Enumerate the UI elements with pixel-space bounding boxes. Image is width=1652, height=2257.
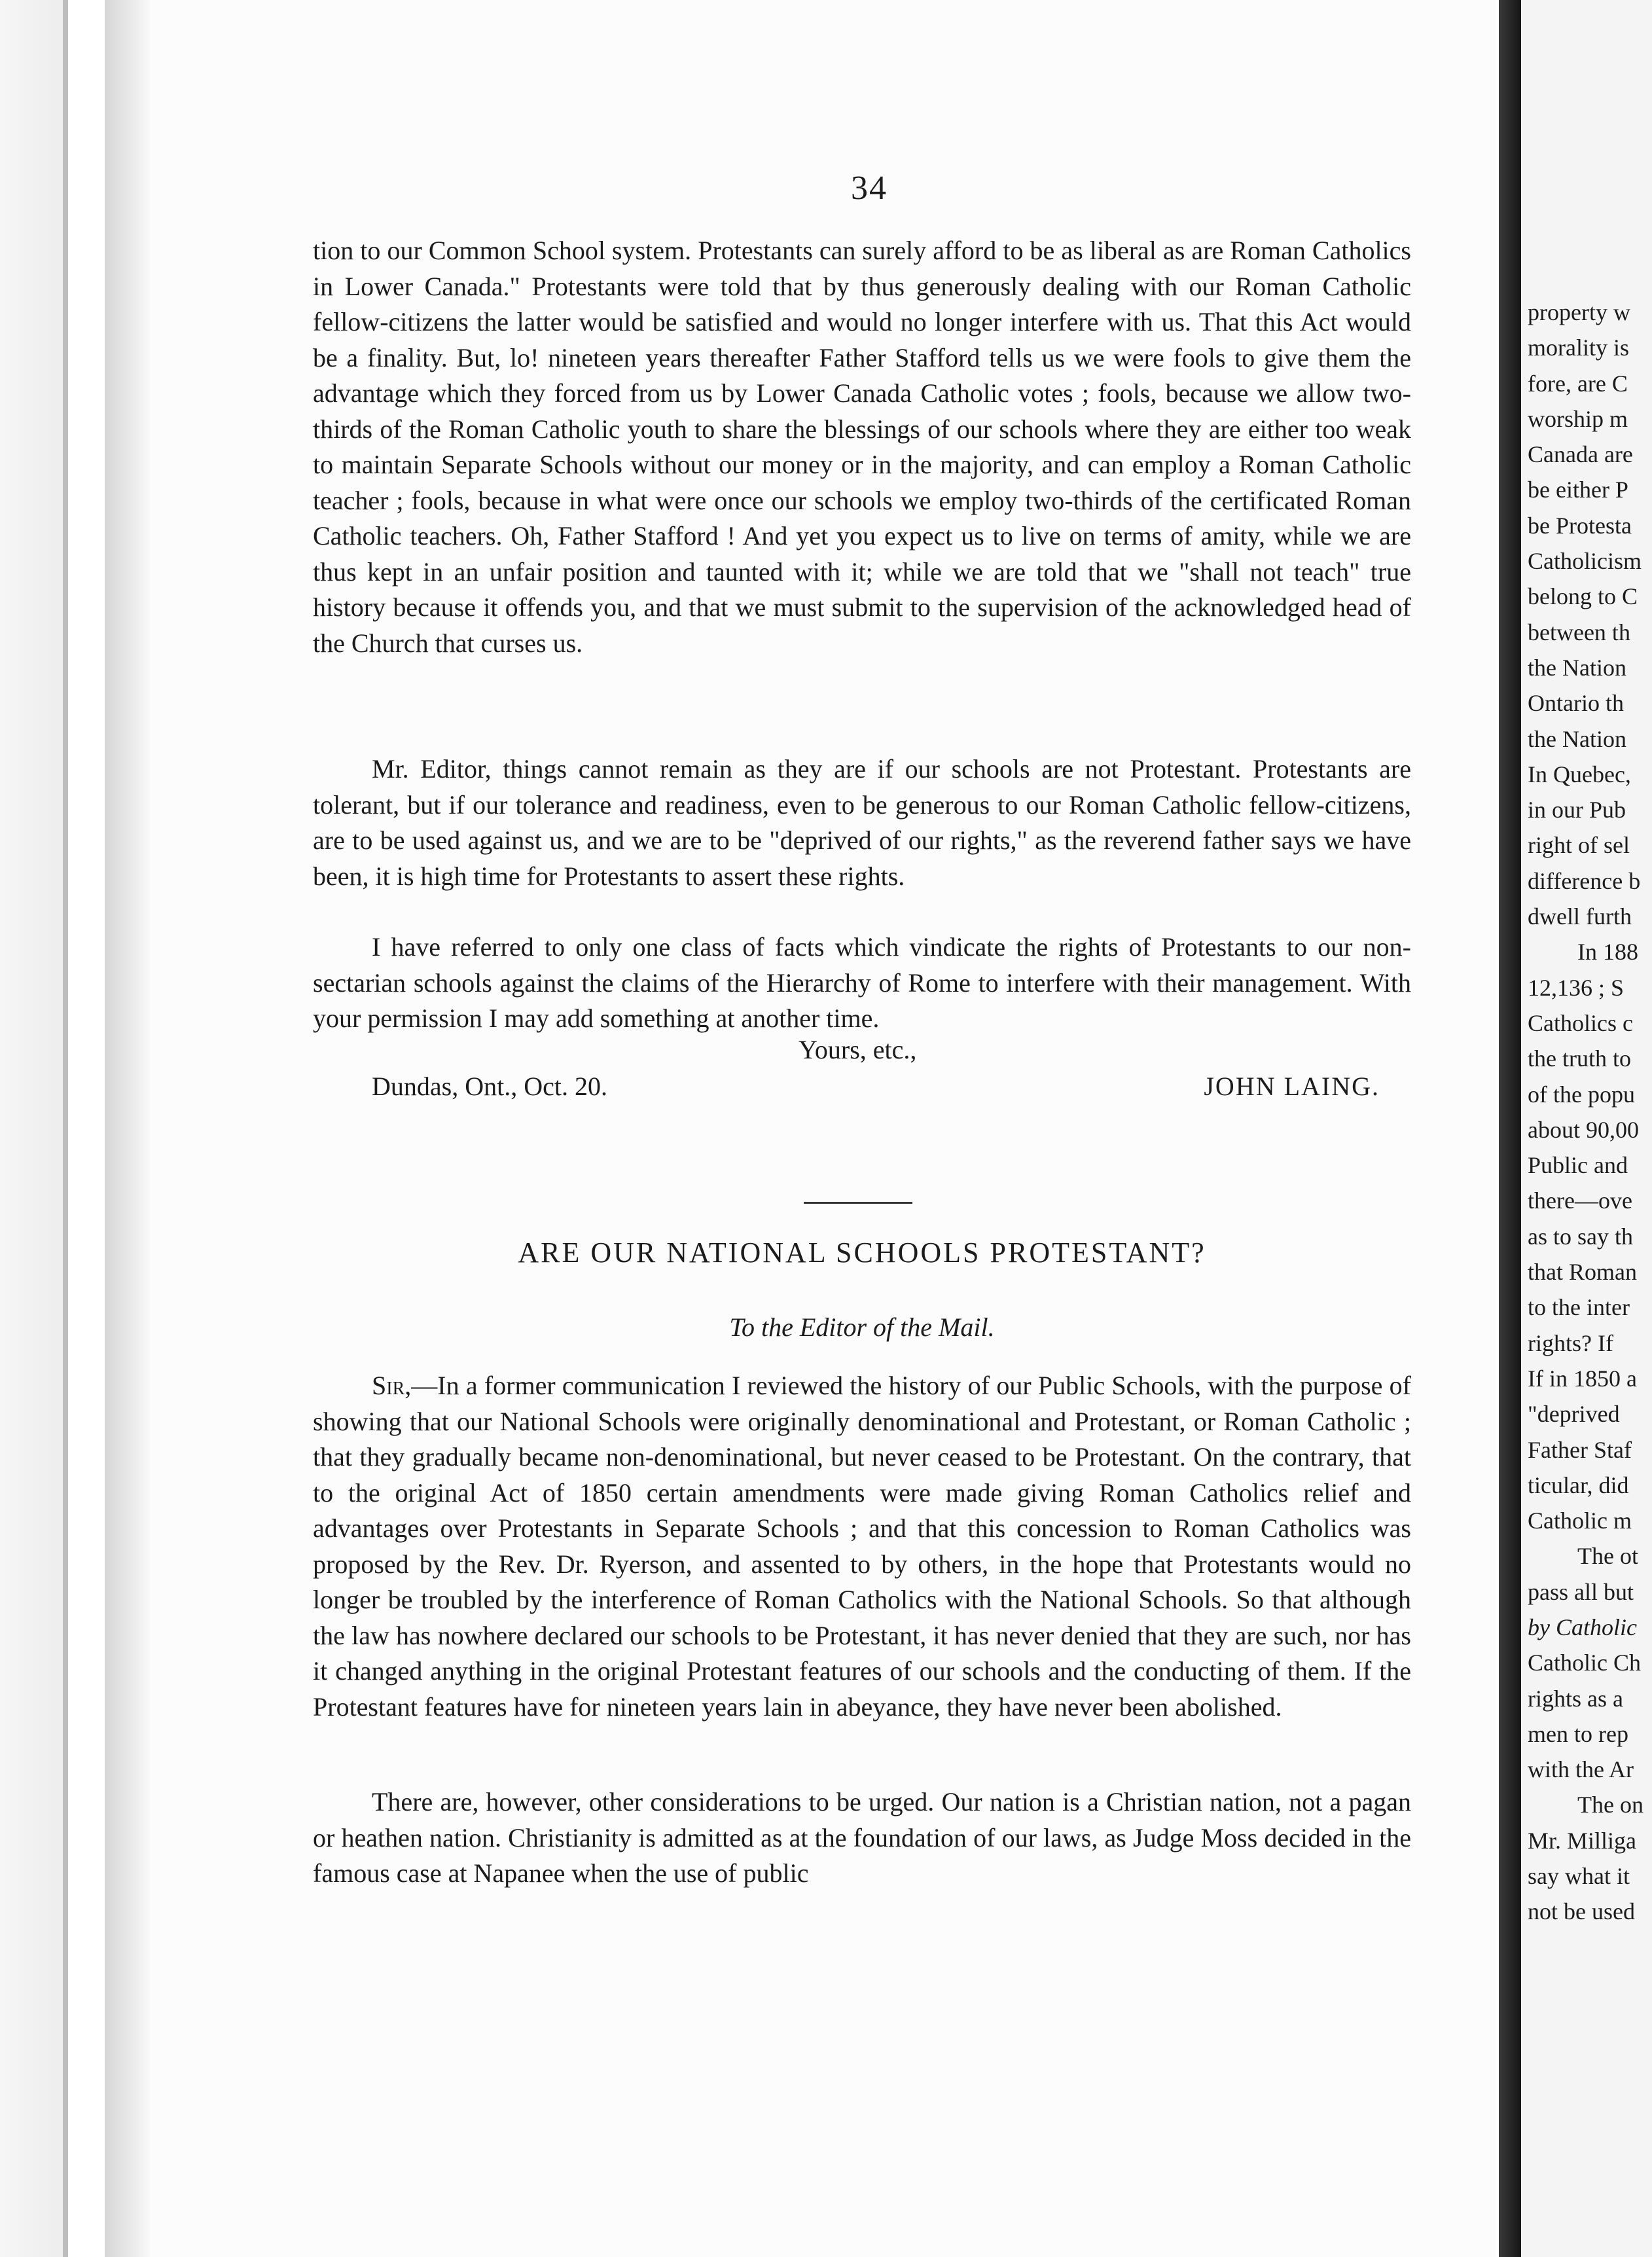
salutation: Sir, bbox=[372, 1371, 412, 1400]
facing-page-line: morality is bbox=[1528, 334, 1629, 361]
complimentary-close: Yours, etc., bbox=[799, 1035, 917, 1064]
facing-page-line: "deprived bbox=[1528, 1401, 1620, 1428]
facing-page-line: property w bbox=[1528, 299, 1630, 325]
dateline: Dundas, Ont., Oct. 20. bbox=[372, 1072, 607, 1101]
facing-page-line: men to rep bbox=[1528, 1720, 1628, 1747]
facing-page-line: of the popu bbox=[1528, 1081, 1635, 1108]
article-title: ARE OUR NATIONAL SCHOOLS PROTESTANT? bbox=[518, 1237, 1206, 1269]
facing-page-line: Canada are bbox=[1528, 441, 1633, 468]
facing-page bbox=[1521, 0, 1652, 2257]
facing-page-line: 12,136 ; S bbox=[1528, 974, 1625, 1001]
facing-page-line: to the inter bbox=[1528, 1294, 1630, 1321]
mr-editor-paragraph bbox=[313, 751, 1411, 894]
facing-page-line: Catholics c bbox=[1528, 1009, 1633, 1036]
paragraph-text: tion to our Common School system. Protestants can surely afford to be as liberal as are Roman Catholics in Lower Canada." Protestants were told that by thus generously dealing with our Roman Catholic fellow-citizens the latter would be satisfied and would no longer interfere with us. That this Act would be a finality. But, lo! nineteen years thereafter Father Stafford tells us we were fools to give them the advantage which they forced from us by Lower Canada Catholic votes ; fools, because we allow two-thirds of the Roman Catholic youth to share the blessings of our schools where they are either too weak to maintain Separate Schools without our money or in the majority, and can employ a Roman Catholic teacher ; fools, because in what were once our schools we employ two-thirds of the certificated Roman Catholic teachers. Oh, Father Stafford ! And yet you expect us to live on terms of amity, while we are thus kept in an unfair position and taunted with it; while we are told that we "shall not teach" true history because it offends you, and that we must submit to the supervision of the acknowledged head of the Church that curses us. bbox=[313, 236, 1411, 658]
facing-page-line: be either P bbox=[1528, 477, 1628, 503]
facing-page-line: Ontario th bbox=[1528, 690, 1624, 717]
article-subtitle: To the Editor of the Mail. bbox=[729, 1312, 995, 1342]
facing-page-line: The ot bbox=[1577, 1543, 1638, 1570]
facing-page-line: Catholic Ch bbox=[1528, 1650, 1641, 1676]
facing-page-line: worship m bbox=[1528, 405, 1628, 432]
facing-page-line: that Roman bbox=[1528, 1259, 1637, 1286]
facing-page-line: say what it bbox=[1528, 1863, 1630, 1890]
paragraph-body: —In a former communication I reviewed the history of our Public Schools, with the purpose of showing that our National Schools were originally denominational and Protestant, or Roman Catholic ; that they gradually became non-denominational, but never ceased to be Protestant. On the contrary, that to the original Act of 1850 certain amendments were made giving Roman Catholics relief and advantages over Protestants in Separate Schools ; and that this concession to Roman Catholics was proposed by the Rev. Dr. Ryerson, and assented to by others, in the hope that Protestants would no longer be troubled by the interference of Roman Catholics with the National Schools. So that although the law has nowhere declared our schools to be Protestant, it has never denied that they are such, nor has it changed anything in the original Protestant features of our schools and the conducting of them. If the Protestant features have for nineteen years lain in abeyance, they have never been abolished. bbox=[313, 1371, 1411, 1722]
facing-page-line: dwell furth bbox=[1528, 903, 1632, 930]
facing-page-line: be Protesta bbox=[1528, 512, 1632, 539]
facing-page-line: with the Ar bbox=[1528, 1756, 1634, 1783]
paragraph-text: There are, however, other considerations to be urged. Our nation is a Christian nation, not a pagan or heathen nation. Christianity is admitted as at the foundation of our laws, as Judge Moss decided in the famous case at Napanee when the use of public bbox=[313, 1787, 1411, 1888]
facing-page-line: about 90,00 bbox=[1528, 1116, 1639, 1143]
facing-page-line: the Nation bbox=[1528, 725, 1626, 752]
facing-page-line: Mr. Milliga bbox=[1528, 1827, 1637, 1854]
left-margin bbox=[0, 0, 65, 2257]
facing-page-line: as to say th bbox=[1528, 1223, 1633, 1250]
facing-page-line: belong to C bbox=[1528, 583, 1638, 610]
facing-page-line: between th bbox=[1528, 619, 1630, 645]
paragraph-text: Mr. Editor, things cannot remain as they are if our schools are not Protestant. Protestants are tolerant, but if our tolerance and readiness, even to be generous to our Roman Catholic fellow-citizens, are to be used against us, and we are to be "deprived of our rights," as the reverend father says we have been, it is high time for Protestants to assert these rights. bbox=[313, 754, 1411, 891]
facing-page-line: ticular, did bbox=[1528, 1472, 1629, 1498]
facing-page-line: The on bbox=[1577, 1792, 1643, 1818]
facing-page-line: not be used bbox=[1528, 1898, 1635, 1925]
left-page-edge bbox=[63, 0, 68, 2257]
book-spine bbox=[1499, 0, 1521, 2257]
section-divider bbox=[804, 1202, 912, 1204]
facing-page-line: fore, are C bbox=[1528, 370, 1628, 397]
facing-page-line: Catholicism bbox=[1528, 548, 1642, 575]
facing-page-line: rights as a bbox=[1528, 1685, 1623, 1712]
article-second-paragraph bbox=[313, 1784, 1411, 1892]
gutter-shadow bbox=[105, 0, 151, 2257]
facing-page-line: In 188 bbox=[1577, 939, 1638, 966]
facing-page-line: In Quebec, bbox=[1528, 761, 1631, 787]
facing-page-line: right of sel bbox=[1528, 832, 1630, 859]
facing-page-line: If in 1850 a bbox=[1528, 1365, 1637, 1392]
facing-page-line: Public and bbox=[1528, 1152, 1628, 1179]
article-opening-paragraph bbox=[313, 1368, 1411, 1725]
closing-paragraph bbox=[313, 930, 1411, 1037]
paragraph-text bbox=[313, 1368, 1411, 1725]
letter-continued-paragraph bbox=[313, 233, 1411, 661]
facing-page-line: in our Pub bbox=[1528, 797, 1626, 823]
paragraph-text: I have referred to only one class of facts which vindicate the rights of Protestants to our non-sectarian schools against the claims of the Hierarchy of Rome to interfere with their management. With your permission I may add something at another time. bbox=[313, 932, 1411, 1033]
facing-page-line: Catholic m bbox=[1528, 1508, 1632, 1534]
signature: JOHN LAING. bbox=[1204, 1072, 1380, 1101]
facing-page-text bbox=[1528, 295, 1652, 1930]
facing-page-line: there—ove bbox=[1528, 1187, 1632, 1214]
facing-page-line: rights? If bbox=[1528, 1329, 1613, 1356]
facing-page-line: by Catholic bbox=[1528, 1614, 1637, 1640]
page-number: 34 bbox=[851, 170, 888, 207]
facing-page-line: difference b bbox=[1528, 867, 1641, 894]
facing-page-line: Father Staf bbox=[1528, 1436, 1632, 1463]
facing-page-line: the truth to bbox=[1528, 1045, 1631, 1072]
facing-page-line: pass all but bbox=[1528, 1578, 1634, 1605]
facing-page-line: the Nation bbox=[1528, 654, 1626, 681]
